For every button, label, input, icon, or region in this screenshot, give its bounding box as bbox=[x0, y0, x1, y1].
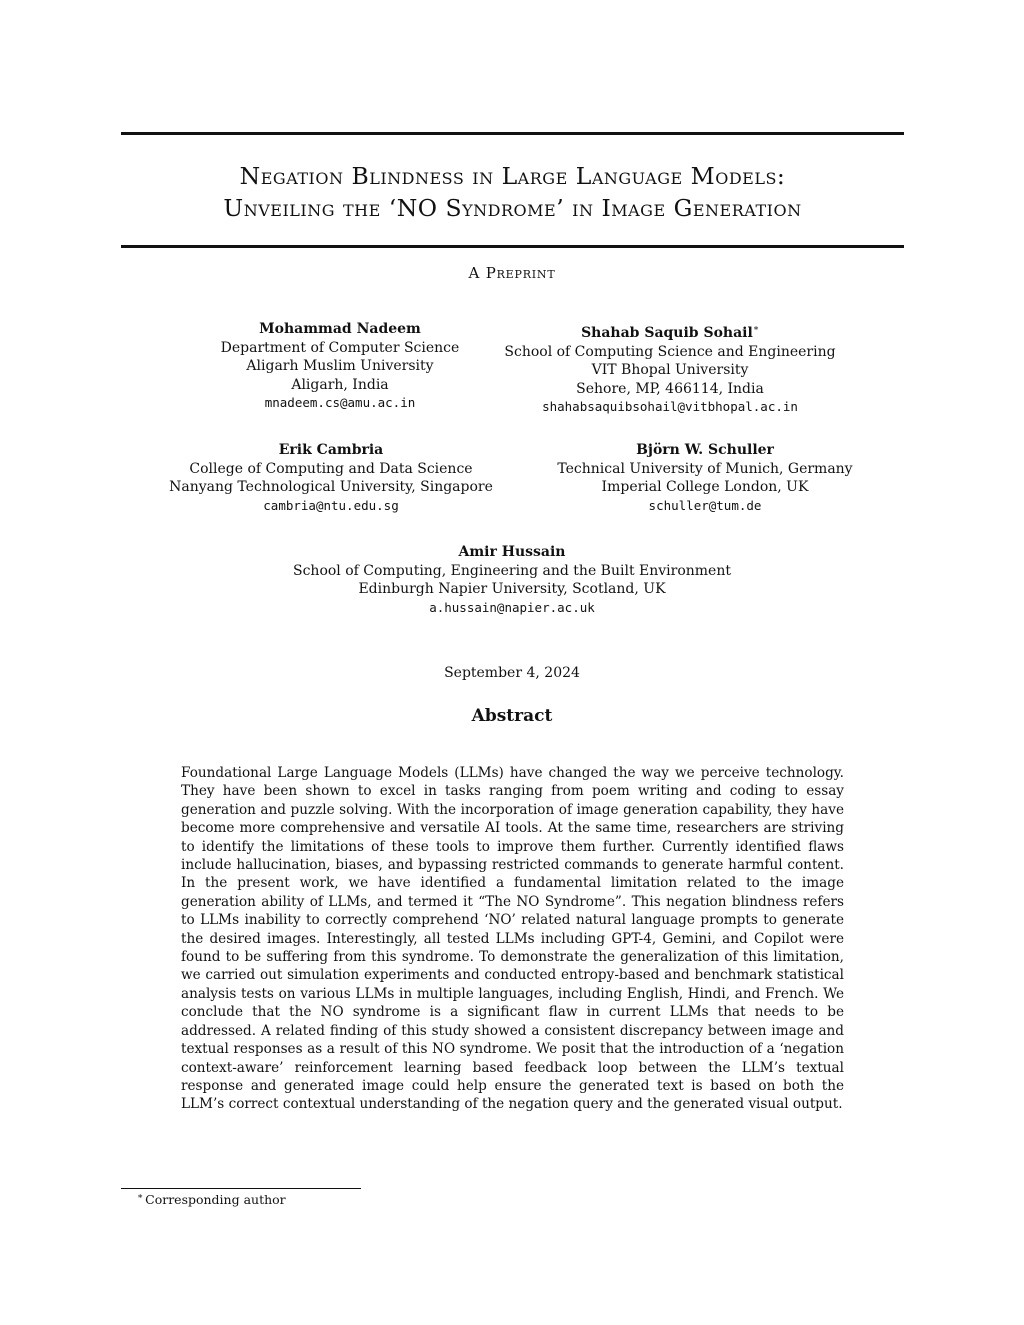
title-line-1: Negation Blindness in Large Language Models: bbox=[239, 162, 786, 190]
author-affiliation: Technical University of Munich, Germany bbox=[557, 460, 853, 477]
preprint-label: A Preprint bbox=[468, 264, 556, 282]
author-block bbox=[165, 320, 515, 413]
author-block bbox=[150, 441, 512, 515]
author-block bbox=[535, 441, 875, 515]
footnote-marker: ∗ bbox=[137, 1192, 144, 1202]
title-top-rule bbox=[121, 132, 904, 135]
author-affiliation: VIT Bhopal University bbox=[591, 362, 749, 378]
author-affiliation: Edinburgh Napier University, Scotland, UK bbox=[358, 581, 666, 597]
author-affiliation: College of Computing and Data Science bbox=[189, 460, 473, 477]
author-affiliation: Nanyang Technological University, Singapore bbox=[169, 479, 493, 495]
author-name: Amir Hussain bbox=[458, 544, 566, 560]
author-name: Björn W. Schuller bbox=[636, 442, 774, 458]
author-name: Erik Cambria bbox=[278, 442, 384, 458]
author-affiliation: Department of Computer Science bbox=[220, 339, 460, 356]
author-email[interactable]: mnadeem.cs@amu.ac.in bbox=[264, 395, 416, 410]
footnote-text: Corresponding author bbox=[145, 1192, 286, 1207]
publication-date: September 4, 2024 bbox=[444, 665, 580, 681]
corresponding-marker: ∗ bbox=[752, 324, 759, 334]
author-email[interactable]: schuller@tum.de bbox=[648, 497, 762, 513]
abstract-text: Foundational Large Language Models (LLMs) have changed the way we perceive technology. They have been shown to excel in tasks ranging from poem writing and coding to essay generation and puzzle solving. With the incorporation of image generation capability, they have become more comprehensive and versatile AI tools. At the same time, researchers are striving to identify the limitations of these tools to improve them further. Currently identified flaws include hallucination, biases, and bypassing restricted commands to generate harmful content. In the present work, we have identified a fundamental limitation related to the image generation ability of LLMs, and termed it “The NO Syndrome”. This negation blindness refers to LLMs inability to correctly comprehend ‘NO’ related natural language prompts to generate the desired images. Interestingly, all tested LLMs including GPT-4, Gemini, and Copilot were found to be suffering from this syndrome. To demonstrate the generalization of this limitation, we carried out simulation experiments and conducted entropy-based and benchmark statistical analysis tests on various LLMs in multiple languages, including English, Hindi, and French. We conclude that the NO syndrome is a significant flaw in current LLMs that needs to be addressed. A related finding of this study showed a consistent discrepancy between image and textual responses as a result of this NO syndrome. We posit that the introduction of a ‘negation context-aware’ reinforcement learning based feedback loop between the LLM’s textual response and generated image could help ensure the generated text is based on both the LLM’s correct contextual understanding of the negation query and the generated visual output. bbox=[181, 765, 844, 1113]
abstract-heading: Abstract bbox=[471, 706, 553, 726]
author-block bbox=[490, 320, 850, 417]
author-email[interactable]: shahabsaquibsohail@vitbhopal.ac.in bbox=[542, 399, 798, 414]
title-bottom-rule bbox=[121, 245, 904, 248]
author-affiliation: Imperial College London, UK bbox=[601, 479, 809, 495]
author-name: Shahab Saquib Sohail∗ bbox=[581, 324, 759, 341]
author-name: Mohammad Nadeem bbox=[259, 321, 421, 337]
author-email[interactable]: a.hussain@napier.ac.uk bbox=[429, 599, 595, 615]
author-affiliation: Sehore, MP, 466114, India bbox=[576, 380, 764, 397]
author-affiliation: School of Computing Science and Engineering bbox=[504, 343, 836, 360]
author-affiliation: School of Computing, Engineering and the Built Environment bbox=[293, 562, 731, 579]
author-affiliation: Aligarh, India bbox=[291, 376, 389, 393]
author-email[interactable]: cambria@ntu.edu.sg bbox=[263, 497, 399, 513]
title-line-2: Unveiling the ‘NO Syndrome’ in Image Generation bbox=[223, 194, 802, 222]
paper-title bbox=[121, 160, 904, 224]
author-affiliation: Aligarh Muslim University bbox=[246, 358, 434, 374]
author-block bbox=[212, 543, 812, 617]
footnote bbox=[121, 1192, 286, 1207]
footnote-rule bbox=[121, 1188, 361, 1189]
